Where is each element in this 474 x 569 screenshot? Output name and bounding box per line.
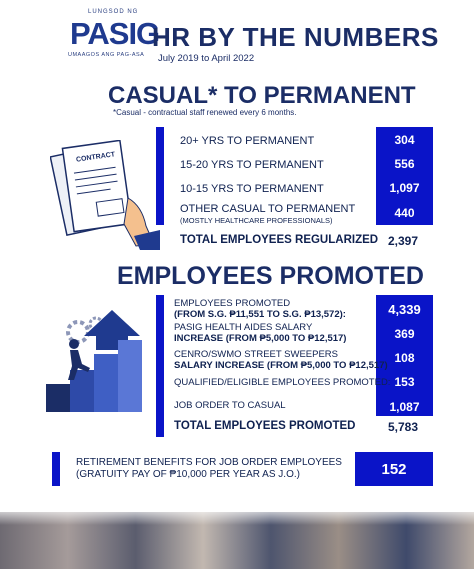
- casual-row-label: 10-15 YRS TO PERMANENT: [180, 183, 324, 195]
- promoted-row-value: 108: [394, 351, 415, 365]
- casual-rows-accent-bar: [156, 127, 164, 225]
- retirement-sublabel: (GRATUITY PAY OF ₱10,000 PER YEAR AS J.O.): [76, 469, 300, 480]
- casual-row-value: 1,097: [389, 181, 420, 195]
- promoted-row-sublabel: INCREASE (FROM ₱5,000 TO ₱12,517): [174, 333, 347, 344]
- promotion-illustration: [44, 310, 156, 412]
- contract-doc-title: CONTRACT: [75, 151, 116, 164]
- casual-row-sublabel: (MOSTLY HEALTHCARE PROFESSIONALS): [180, 216, 333, 225]
- career-stairs-icon: [44, 310, 156, 412]
- casual-section-title: CASUAL* TO PERMANENT: [108, 82, 416, 109]
- promoted-row-label: CENRO/SWMO STREET SWEEPERS: [174, 349, 338, 360]
- retirement-label: RETIREMENT BENEFITS FOR JOB ORDER EMPLOYEES: [76, 457, 342, 468]
- logo-tagline-bottom: UMAAGOS ANG PAG-ASA: [68, 52, 145, 58]
- casual-row-value: 556: [394, 157, 415, 171]
- promoted-total-value: 5,783: [388, 420, 419, 434]
- promoted-row-label: EMPLOYEES PROMOTED: [174, 298, 291, 309]
- promoted-row-value: 1,087: [389, 400, 420, 414]
- promoted-rows-accent-bar: [156, 295, 164, 437]
- logo-tagline-top: LUNGSOD NG: [88, 9, 139, 15]
- casual-row-label: 20+ YRS TO PERMANENT: [180, 135, 315, 147]
- casual-row-label: 15-20 YRS TO PERMANENT: [180, 159, 324, 171]
- promoted-row-label: JOB ORDER TO CASUAL: [174, 400, 286, 411]
- promoted-row-sublabel: (FROM S.G. ₱11,551 TO S.G. ₱13,572):: [174, 309, 346, 320]
- promoted-row-sublabel: SALARY INCREASE (FROM ₱5,000 TO ₱12,517): [174, 360, 388, 371]
- promoted-row-value: 4,339: [388, 301, 421, 317]
- promoted-row-value: 153: [394, 375, 415, 389]
- promoted-section-title: EMPLOYEES PROMOTED: [117, 262, 424, 290]
- promoted-row-label: PASIG HEALTH AIDES SALARY: [174, 322, 313, 333]
- contract-illustration: [50, 140, 160, 250]
- promoted-row-value: 369: [394, 327, 415, 341]
- date-range: July 2019 to April 2022: [158, 53, 255, 64]
- logo-wordmark: PASIG: [70, 16, 160, 51]
- casual-row-value: 440: [394, 206, 415, 220]
- retirement-value: 152: [355, 452, 433, 486]
- photo-fade: [0, 505, 474, 525]
- casual-total-label: TOTAL EMPLOYEES REGULARIZED: [180, 234, 379, 246]
- casual-row-value: 304: [394, 133, 415, 147]
- casual-total-value: 2,397: [388, 234, 419, 248]
- page-title: HR BY THE NUMBERS: [152, 22, 439, 52]
- casual-row-label: OTHER CASUAL TO PERMANENT: [180, 203, 356, 215]
- casual-footnote: *Casual - contractual staff renewed every 6 months.: [113, 108, 297, 117]
- promoted-row-label: QUALIFIED/ELIGIBLE EMPLOYEES PROMOTED:: [174, 377, 391, 388]
- promoted-total-label: TOTAL EMPLOYEES PROMOTED: [174, 420, 356, 432]
